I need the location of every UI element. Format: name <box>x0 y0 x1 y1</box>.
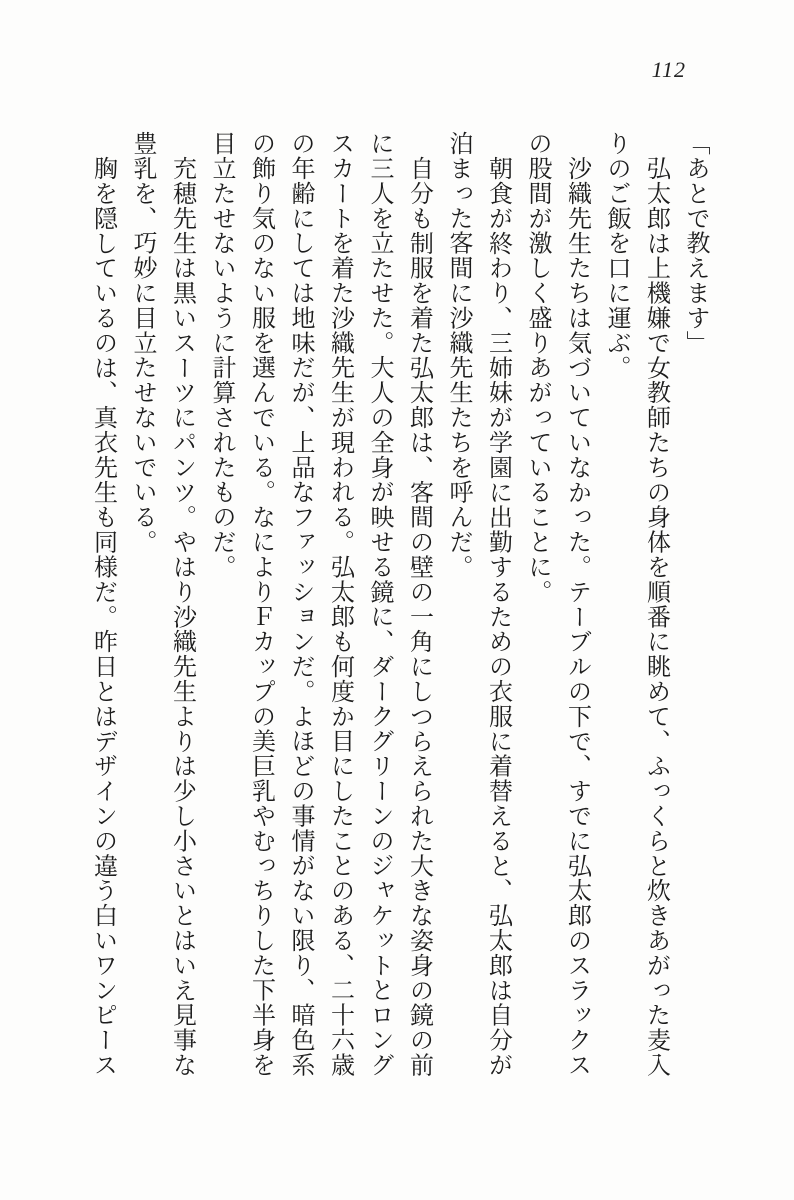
text-line: 豊乳を、巧妙に目立たせないでいる。 <box>129 131 155 555</box>
page-number <box>652 57 686 83</box>
text-line: 自分も制服を着た弘太郎は、客間の壁の一角にしつらえられた大きな姿身の鏡の前 <box>405 156 432 1078</box>
page-number-value: 112 <box>651 57 686 82</box>
text-line: 朝食が終わり、三姉妹が学園に出勤するための衣服に着替えると、弘太郎は自分が <box>484 156 511 1078</box>
text-line: 胸を隠しているのは、真衣先生も同様だ。昨日とはデザインの違う白いワンピース <box>89 156 116 1078</box>
text-line: りのご飯を口に運ぶ。 <box>603 131 629 380</box>
text-line: に三人を立たせた。大人の全身が映せる鏡に、ダークグリーンのジャケットとロング <box>366 131 392 1078</box>
text-line: 弘太郎は上機嫌で女教師たちの身体を順番に眺めて、ふっくらと炊きあがった麦入 <box>642 156 669 1078</box>
text-line: の飾り気のない服を選んでいる。なによりＦカップの美巨乳やむっちりした下半身を <box>247 131 274 1078</box>
text-line: 泊まった客間に沙織先生たちを呼んだ。 <box>445 131 471 580</box>
text-line: スカートを着た沙織先生が現われる。弘太郎も何度か目にしたことのある、二十六歳 <box>326 131 353 1078</box>
vertical-text-block <box>82 131 714 1079</box>
text-line: 「あとで教えます」 <box>682 131 708 356</box>
text-line: 充穂先生は黒いスーツにパンツ。やはり沙織先生よりは少し小さいとはいえ見事な <box>168 156 195 1078</box>
text-line: 沙織先生たちは気づいていなかった。テーブルの下で、すでに弘太郎のスラックス <box>563 156 590 1078</box>
text-line: 目立たせないように計算されたものだ。 <box>208 131 234 580</box>
text-line: の股間が激しく盛りあがっていることに。 <box>524 131 550 605</box>
text-line: の年齢にしては地味だが、上品なファッションだ。よほどの事情がない限り、暗色系 <box>287 131 313 1078</box>
